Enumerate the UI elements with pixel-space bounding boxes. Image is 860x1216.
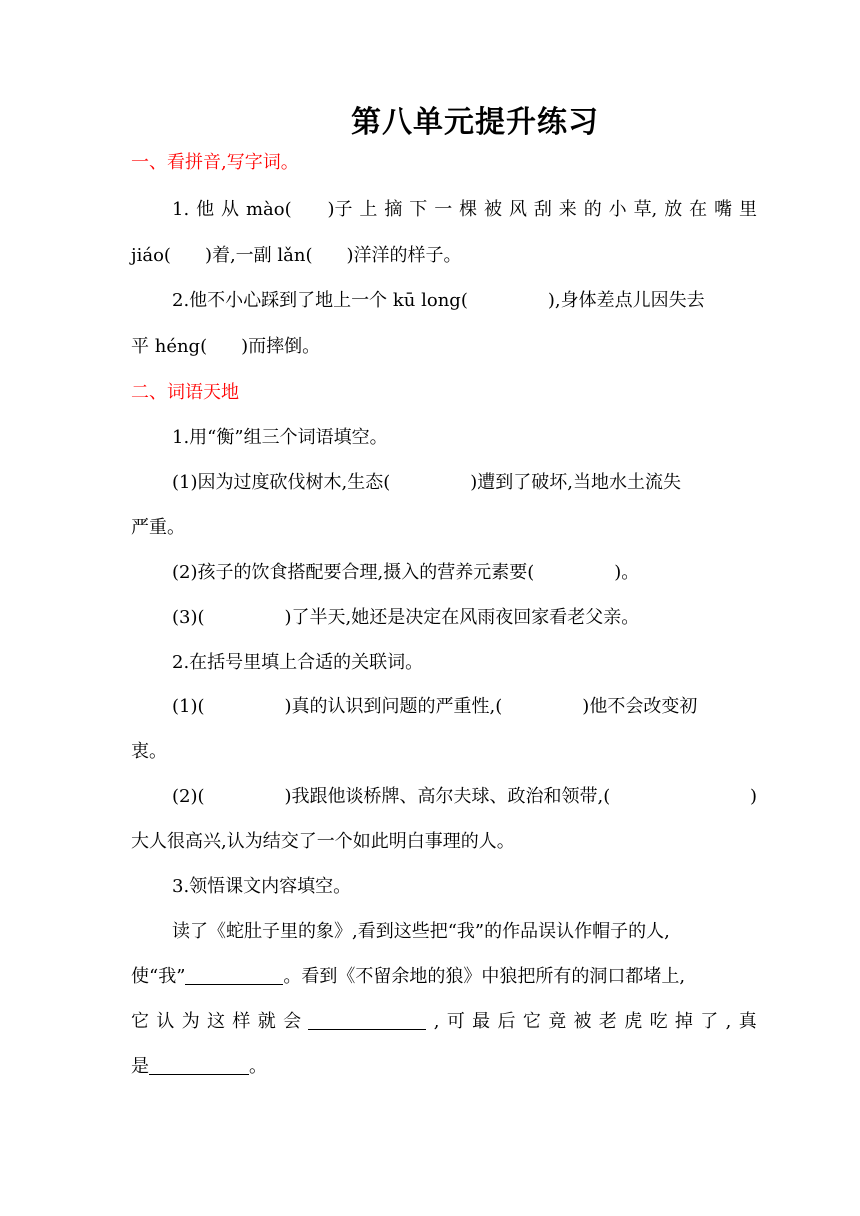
text-token: 在 [689,199,708,220]
question-2-2-title: 2.在括号里填上合适的关联词。 [172,652,424,673]
text-segment: 。 [249,1056,267,1077]
question-2-1-title: 1.用“衡”组三个词语填空。 [172,427,388,448]
question-2-1-2 [172,560,757,586]
text-segment: )遭到了破坏,当地水土流失 [470,472,681,493]
text-token: 这 [207,1011,226,1032]
answer-blank[interactable] [185,964,283,985]
text-token: 的 [583,199,602,220]
text-token: 真 [738,1011,757,1032]
section-heading-2: 二、词语天地 [131,382,239,403]
text-segment: )了半天,她还是决定在风雨夜回家看老父亲。 [284,607,640,628]
text-segment: 2.他不小心踩到了地上一个 kū long( [172,290,468,311]
text-token: 竟 [548,1011,567,1032]
question-2-2-2-line-2: 大人很高兴,认为结交了一个如此明白事理的人。 [131,831,515,852]
question-2-2-2-line-1 [172,784,757,810]
question-2-3-line-4 [131,1054,757,1080]
text-token: 被 [484,199,503,220]
text-token: 最 [472,1011,491,1032]
question-2-2-1-line-1 [172,694,757,720]
question-1-1-line-2 [131,243,757,269]
text-token: 吃 [649,1011,668,1032]
text-token: 老 [598,1011,617,1032]
text-token: 小 [608,199,627,220]
text-token: 从 [221,199,240,220]
text-segment: )他不会改变初 [582,696,698,717]
text-segment: ),身体差点儿因失去 [547,290,705,311]
text-token: 他 [196,199,215,220]
text-token: mào( [245,199,292,220]
text-token: 会 [283,1011,302,1032]
text-token: 它 [522,1011,541,1032]
text-token: 1. [172,199,190,220]
question-2-3-line-2 [131,964,757,990]
answer-space [299,197,321,223]
page-title: 第八单元提升练习 [351,105,599,140]
text-segment: jiáo( [131,245,171,266]
text-segment: )而摔倒。 [241,336,321,357]
text-token: )子 [327,199,353,220]
text-token: 被 [573,1011,592,1032]
text-segment: )着,一副 lǎn( [204,245,313,266]
answer-space [640,784,720,810]
text-token: 摘 [384,199,403,220]
text-token: 棵 [459,199,478,220]
text-token: 虎 [624,1011,643,1032]
answer-blank[interactable] [308,1009,426,1030]
text-segment: )我跟他谈桥牌、高尔夫球、政治和领带,( [284,786,611,807]
text-token: 里 [738,199,757,220]
text-token: 一 [434,199,453,220]
text-segment: (1)( [172,696,205,717]
question-2-3-title: 3.领悟课文内容填空。 [172,876,352,897]
question-2-1-1-line-2: 严重。 [131,517,185,538]
text-segment: (3)( [172,607,205,628]
text-segment: (2)( [172,786,205,807]
text-token: 放 [664,199,683,220]
text-segment: 是 [131,1056,149,1077]
text-segment: )。 [614,562,640,583]
text-segment: 。看到《不留余地的狼》中狼把所有的洞口都堵上, [283,966,686,987]
text-token: , [433,1011,440,1032]
text-token: 认 [156,1011,175,1032]
text-token: 样 [232,1011,251,1032]
text-token: 它 [131,1011,149,1032]
text-token: 来 [558,199,577,220]
text-token: 嘴 [714,199,733,220]
text-token: 为 [181,1011,200,1032]
answer-blank[interactable] [149,1054,249,1075]
question-2-3-line-3 [131,1009,757,1035]
text-token: 可 [446,1011,465,1032]
text-segment: 读了《蛇肚子里的象》,看到这些把“我”的作品误认作帽子的人, [172,921,670,942]
text-token: 风 [508,199,527,220]
text-token: 掉 [674,1011,693,1032]
question-2-1-1-line-1 [172,470,757,496]
text-segment: 平 héng( [131,336,208,357]
text-token: 后 [497,1011,516,1032]
text-token: 了 [700,1011,719,1032]
question-1-2-line-1 [172,288,757,314]
text-token: 下 [409,199,428,220]
text-segment: (2)孩子的饮食搭配要合理,摄入的营养元素要( [172,562,535,583]
section-heading-1: 一、看拼音,写字词。 [131,152,299,173]
text-segment: ) [749,786,757,807]
question-1-2-line-2 [131,334,757,360]
text-segment: 使“我” [131,966,186,987]
question-2-1-3 [172,605,757,631]
text-token: 刮 [533,199,552,220]
text-token: 上 [359,199,378,220]
question-1-1-line-1 [172,197,757,223]
text-segment: (1)因为过度砍伐树木,生态( [172,472,391,493]
text-segment: )真的认识到问题的严重性,( [284,696,503,717]
question-2-3-line-1 [172,919,757,945]
text-token: 就 [257,1011,276,1032]
text-segment: )洋洋的样子。 [346,245,462,266]
text-token: , [725,1011,732,1032]
text-token: 草, [633,199,658,220]
question-2-2-1-line-2: 衷。 [131,741,167,762]
